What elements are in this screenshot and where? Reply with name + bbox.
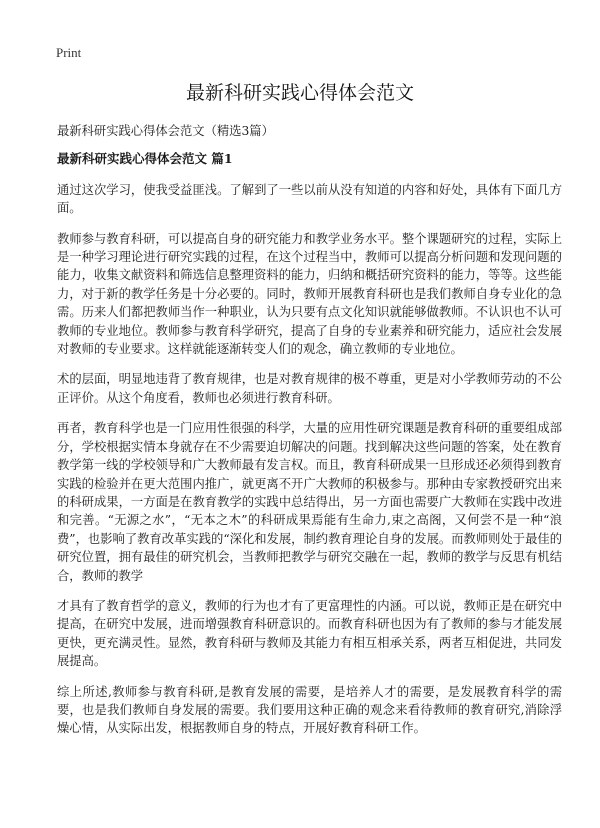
paragraph: 术的层面，明显地违背了教育规律，也是对教育规律的极不尊重，更是对小学教师劳动的不公正评价。从这个角度看，教师也必须进行教育科研。 <box>57 372 562 405</box>
paragraph: 再者，教育科学也是一门应用性很强的科学，大量的应用性研究课题是教育科研的重要组成部分，学校根据实情本身就存在不少需要迫切解决的问题。找到解决这些问题的答案，处在教育教学第一线的学校领导和广大教师最有发言权。而且，教育科研成果一旦形成还必须得到教育实践的检验并在更大范围内推广，就更离不开广大教师的积极参与。那种由专家教授研究出来的科研成果，一方面是在教育教学的实践中总结得出，另一方面也需要广大教师在实践中改进和完善。“无源之水”，“无本之木”的科研成果焉能有生命力,束之高阁，又何尝不是一种“浪费”，也影响了教育改革实践的“深化和发展，制约教育理论自身的发展。而教师则处于最佳的研究位置，拥有最佳的研究机会，当教师把教学与研究交融在一起，教师的教学与反思有机结合，教师的教学 <box>57 421 562 583</box>
paragraph: 才具有了教育哲学的意义，教师的行为也才有了更富理性的内涵。可以说，教师正是在研究中提高，在研究中发展，进而增强教育科研意识的。而教育科研也因为有了教师的参与才能发展更快，更充满灵性。显然，教育科研与教师及其能力有相互相承关系，两者互相促进，共同发展提高。 <box>57 598 562 669</box>
document-subtitle: 最新科研实践心得体会范文（精选3篇） <box>57 124 274 138</box>
print-link[interactable]: Print <box>56 45 82 60</box>
document-body <box>57 122 562 750</box>
paragraph: 教师参与教育科研，可以提高自身的研究能力和教学业务水平。整个课题研究的过程，实际上是一种学习理论进行研究实践的过程，在这个过程当中，教师可以提高分析问题和发现问题的能力，收集文献资料和筛选信息整理资料的能力，归纳和概括研究资料的能力，等等。这些能力，对于新的教学任务是十分必要的。同时，教师开展教育科研也是我们教师自身专业化的急需。历来人们都把教师当作一种职业，认为只要有点文化知识就能够做教师。不认识也不认可教师的专业地位。教师参与教育科学研究，提高了自身的专业素养和研究能力，适应社会发展对教师的专业要求。这样就能逐渐转变人们的观念，确立教师的专业地位。 <box>57 231 562 357</box>
section-heading: 最新科研实践心得体会范文 篇1 <box>57 151 233 167</box>
page-title: 最新科研实践心得体会范文 <box>185 82 414 104</box>
paragraph: 通过这次学习，使我受益匪浅。了解到了一些以前从没有知道的内容和好处，具体有下面几方面。 <box>57 182 562 216</box>
paragraph: 综上所述,教师参与教育科研,是教育发展的需要，是培养人才的需要，是发展教育科学的需要，也是我们教师自身发展的需要。我们要用这种正确的观念来看待教师的教育研究,消除浮燥心情，从实际出发，根据教师自身的特点，开展好教育科研工作。 <box>57 684 562 736</box>
